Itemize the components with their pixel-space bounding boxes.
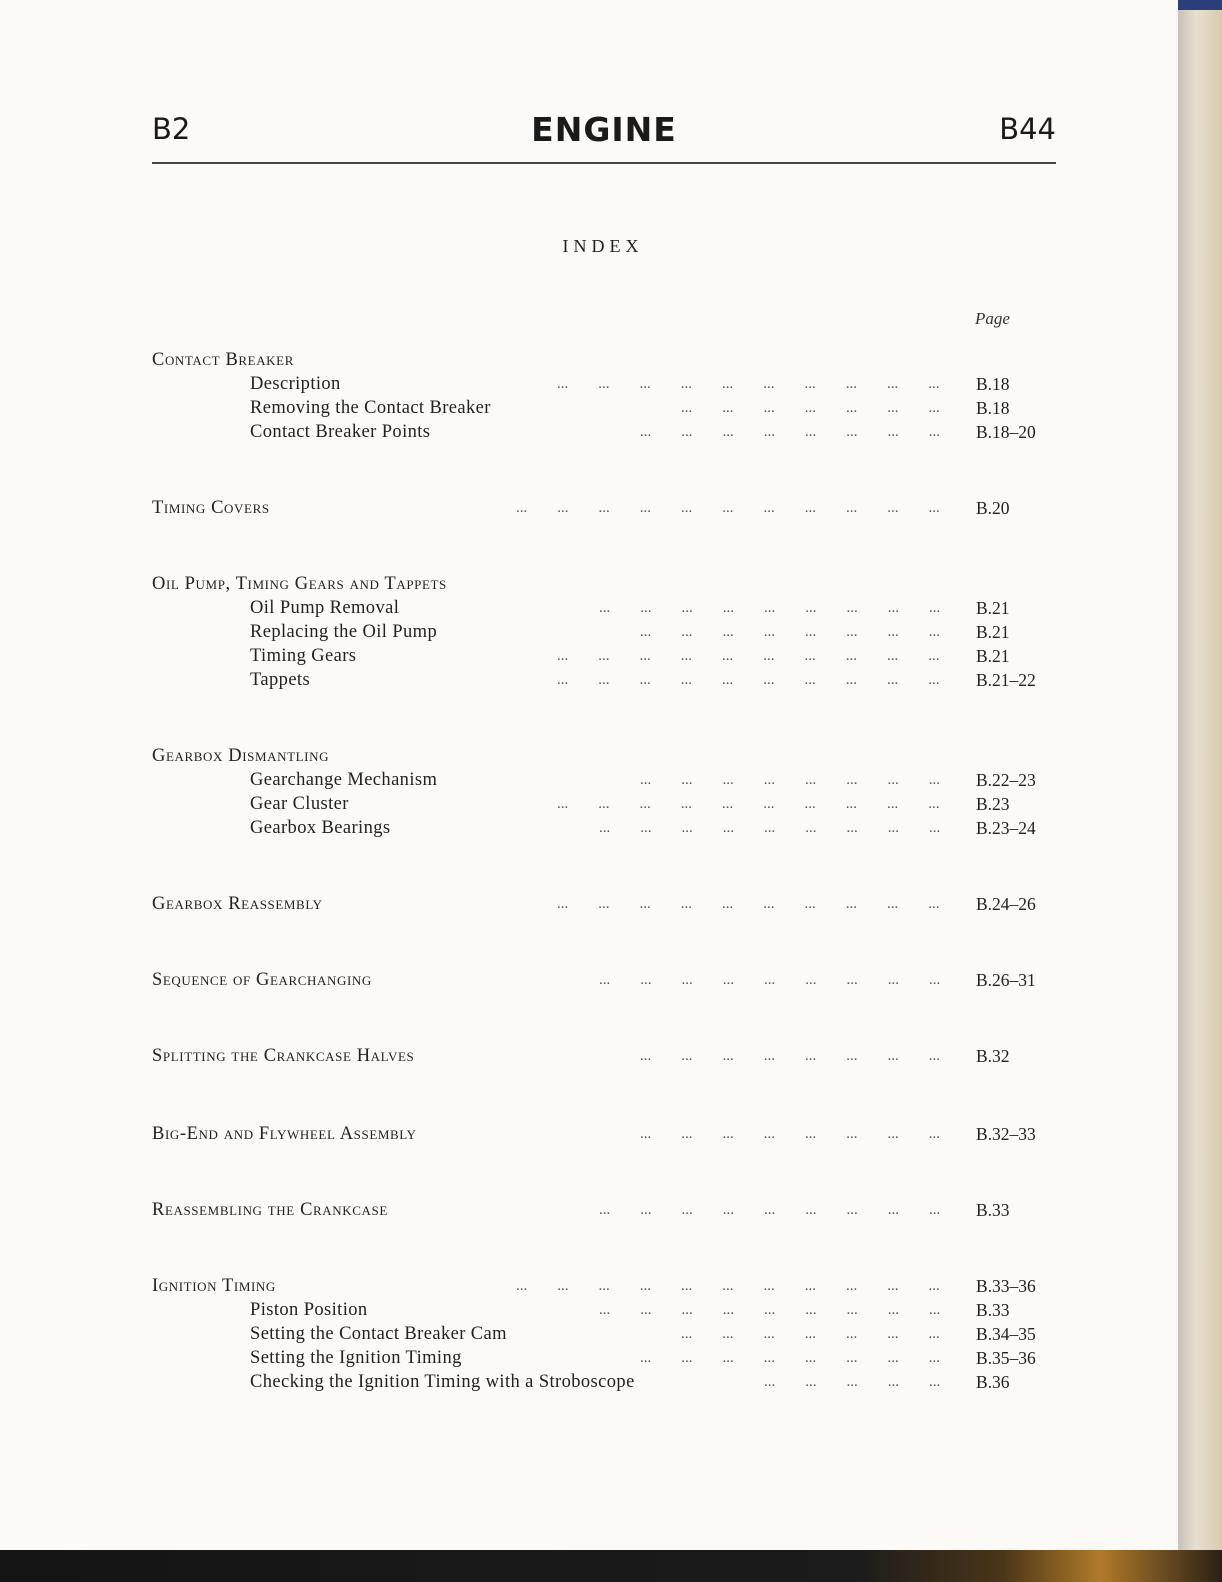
index-entry: [0, 396, 1178, 420]
index-section: [0, 572, 1178, 596]
entry-label: Oil Pump Removal: [250, 598, 400, 618]
entry-label: Gearchange Mechanism: [250, 770, 438, 790]
entry-label: Gear Cluster: [250, 794, 349, 814]
dot-leader: ... ... ... ... ... ... ... ... ... ... ...: [516, 1278, 940, 1294]
section-title: Ignition Timing: [152, 1276, 276, 1296]
dot-leader: ... ... ... ... ... ... ...: [681, 1326, 940, 1342]
page-reference: B.18–20: [976, 422, 1036, 442]
dot-leader: ... ... ... ... ... ... ... ...: [640, 1350, 940, 1366]
edge-mark: [1178, 0, 1222, 10]
index-section: [0, 348, 1178, 372]
index-entry: [0, 792, 1178, 816]
page-column-label: Page: [975, 309, 1010, 328]
index-entry: [0, 1322, 1178, 1346]
dot-leader: ... ... ... ... ... ... ... ... ...: [599, 1202, 941, 1218]
dot-leader: ... ... ... ... ... ... ... ...: [640, 772, 940, 788]
page-reference: B.36: [976, 1372, 1010, 1392]
entry-label: Tappets: [250, 670, 311, 690]
page-reference: B.34–35: [976, 1324, 1036, 1344]
page-reference: B.32: [976, 1046, 1010, 1066]
index-section: [0, 1274, 1178, 1298]
entry-label: Setting the Contact Breaker Cam: [250, 1324, 507, 1344]
dot-leader: ... ... ... ... ... ... ... ... ... ...: [557, 672, 940, 688]
dot-leader: ... ... ... ... ... ... ... ... ...: [599, 820, 941, 836]
index-section: [0, 1122, 1178, 1146]
page-reference: B.26–31: [976, 970, 1036, 990]
entry-label: Gearbox Bearings: [250, 818, 391, 838]
section-title: Contact Breaker: [152, 350, 294, 370]
dot-leader: ... ... ... ... ... ... ... ...: [640, 1126, 940, 1142]
index-section: [0, 744, 1178, 768]
page-reference: B.24–26: [976, 894, 1036, 914]
page-reference: B.23: [976, 794, 1010, 814]
page-reference: B.22–23: [976, 770, 1036, 790]
page-title: ENGINE: [531, 110, 677, 149]
entry-label: Contact Breaker Points: [250, 422, 431, 442]
page-reference: B.23–24: [976, 818, 1036, 838]
dot-leader: ... ... ... ... ... ... ... ... ...: [599, 1302, 941, 1318]
index-section: [0, 968, 1178, 992]
page-reference: B.18: [976, 398, 1010, 418]
page-reference: B.21: [976, 646, 1010, 666]
dot-leader: ... ... ... ... ... ... ... ...: [640, 424, 940, 440]
entry-label: Removing the Contact Breaker: [250, 398, 491, 418]
index-entry: [0, 596, 1178, 620]
index-section: [0, 1044, 1178, 1068]
dot-leader: ... ... ... ... ... ... ... ...: [640, 624, 940, 640]
page-reference: B.21–22: [976, 670, 1036, 690]
index-entry: [0, 644, 1178, 668]
entry-label: Piston Position: [250, 1300, 368, 1320]
index-entry: [0, 668, 1178, 692]
index-entry: [0, 1298, 1178, 1322]
page-reference: B.33–36: [976, 1276, 1036, 1296]
index-section: [0, 892, 1178, 916]
index-entry: [0, 768, 1178, 792]
dot-leader: ... ... ... ... ... ... ... ... ...: [599, 600, 941, 616]
index-section: [0, 1198, 1178, 1222]
page-reference: B.32–33: [976, 1124, 1036, 1144]
section-title: Splitting the Crankcase Halves: [152, 1046, 415, 1066]
dot-leader: ... ... ... ... ... ... ... ... ... ...: [557, 648, 940, 664]
page-reference: B.21: [976, 598, 1010, 618]
page-reference: B.35–36: [976, 1348, 1036, 1368]
section-title: Oil Pump, Timing Gears and Tappets: [152, 574, 447, 594]
dot-leader: ... ... ... ... ... ... ... ... ... ...: [557, 896, 940, 912]
book-edge-bottom: [0, 1550, 1222, 1582]
index-heading: INDEX: [562, 236, 644, 256]
dot-leader: ... ... ... ... ... ... ... ...: [640, 1048, 940, 1064]
entry-label: Timing Gears: [250, 646, 357, 666]
entry-label: Checking the Ignition Timing with a Stroboscope: [250, 1372, 635, 1392]
dot-leader: ... ... ... ... ... ... ... ... ... ...: [557, 796, 940, 812]
section-code-right: B44: [999, 112, 1056, 146]
page-reference: B.33: [976, 1200, 1010, 1220]
section-title: Sequence of Gearchanging: [152, 970, 372, 990]
dot-leader: ... ... ... ... ...: [764, 1374, 941, 1390]
entry-label: Description: [250, 374, 341, 394]
page-reference: B.33: [976, 1300, 1010, 1320]
index-entry: [0, 620, 1178, 644]
section-title: Big-End and Flywheel Assembly: [152, 1124, 417, 1144]
page-reference: B.20: [976, 498, 1010, 518]
page-reference: B.18: [976, 374, 1010, 394]
index-entry: [0, 816, 1178, 840]
index-entry: [0, 1346, 1178, 1370]
dot-leader: ... ... ... ... ... ... ... ... ... ...: [557, 376, 940, 392]
section-title: Gearbox Reassembly: [152, 894, 323, 914]
entry-label: Replacing the Oil Pump: [250, 622, 438, 642]
dot-leader: ... ... ... ... ... ... ... ... ... ... ...: [516, 500, 940, 516]
index-entry: [0, 372, 1178, 396]
index-entry: [0, 1370, 1178, 1394]
section-title: Reassembling the Crankcase: [152, 1200, 388, 1220]
index-section: [0, 496, 1178, 520]
page-reference: B.21: [976, 622, 1010, 642]
index-entry: [0, 420, 1178, 444]
dot-leader: ... ... ... ... ... ... ...: [681, 400, 940, 416]
section-code-left: B2: [152, 112, 191, 146]
dot-leader: ... ... ... ... ... ... ... ... ...: [599, 972, 941, 988]
section-title: Gearbox Dismantling: [152, 746, 330, 766]
entry-label: Setting the Ignition Timing: [250, 1348, 462, 1368]
section-title: Timing Covers: [152, 498, 270, 518]
